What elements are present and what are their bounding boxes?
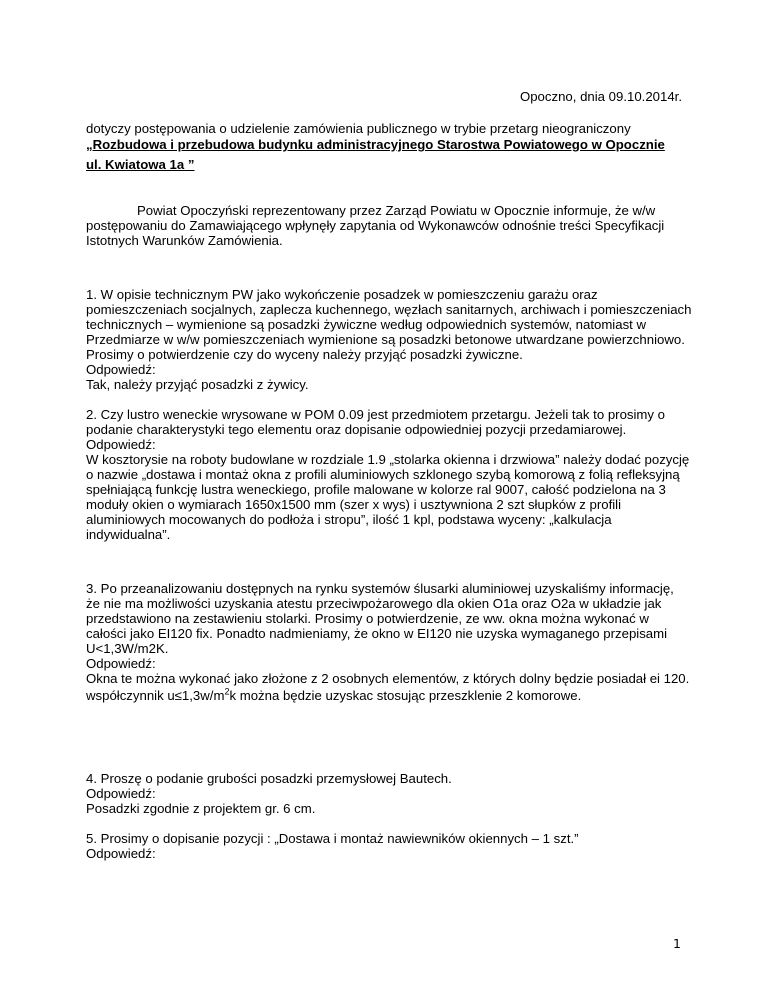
question-3-line: że nie ma możliwości uzyskania atestu przeciwpożarowego dla okien O1a oraz O2a w układzie jak (86, 596, 662, 611)
answer-label: Odpowiedź: (86, 846, 156, 861)
question-3-line: przedstawiono na zestawieniu stolarki. Prosimy o potwierdzenie, ze ww. okna można wykonać w (86, 611, 649, 626)
superscript: 2 (224, 686, 230, 697)
answer-label: Odpowiedź: (86, 786, 156, 801)
answer-2-line: W kosztorysie na roboty budowlane w rozdziale 1.9 „stolarka okienna i drzwiowa” należy dodać pozycję (86, 452, 690, 467)
answer-label: Odpowiedź: (86, 656, 156, 671)
answer-2-line: moduły okien o wymiarach 1650x1500 mm (szer x wys) i usztywniona 2 szt słupków z profili (86, 497, 622, 512)
tender-title-line-2: ul. Kwiatowa 1a ” (86, 157, 195, 172)
question-1-line: pomieszczeniach socjalnych, zaplecza kuchennego, węzłach sanitarnych, archiwach i pomieszczeniach (86, 302, 692, 317)
question-1-line: Prosimy o potwierdzenie czy do wyceny należy przyjąć posadzki żywiczne. (86, 347, 523, 362)
document-date: Opoczno, dnia 09.10.2014r. (519, 89, 682, 104)
answer-2-line: aluminiowych mocowanych do podłoża i stropu”, ilość 1 kpl, podstawa wyceny: „kalkulacja (86, 512, 612, 527)
answer-3-text: k można będzie uzyskac stosując przeszklenie 2 komorowe. (229, 688, 582, 703)
question-3-line: całości jako EI120 fix. Ponadto nadmieniamy, że okno w EI120 nie uzyska wymaganego przepisami (86, 626, 668, 641)
answer-3-line (86, 688, 698, 703)
question-3-line: U<1,3W/m2K. (86, 641, 169, 656)
preamble-line: postępowaniu do Zamawiającego wpłynęły zapytania od Wykonawców odnośnie treści Specyfikacji (86, 218, 665, 233)
answer-1-text: Tak, należy przyjąć posadzki z żywicy. (86, 377, 309, 392)
question-4-line: 4. Proszę o podanie grubości posadzki przemysłowej Bautech. (86, 771, 452, 786)
answer-3-line: Okna te można wykonać jako złożone z 2 osobnych elementów, z których dolny będzie posiadał ei 120. (86, 671, 690, 686)
question-2-line: 2. Czy lustro weneckie wrysowane w POM 0.09 jest przedmiotem przetargu. Jeżeli tak to prosimy o (86, 407, 666, 422)
preamble-line: Powiat Opoczyński reprezentowany przez Zarząd Powiatu w Opocznie informuje, że w/w (137, 203, 656, 218)
answer-2-line: o nazwie „dostawa i montaż okna z profili aluminiowych szklonego szybą komorową z folią refleksyjną (86, 467, 680, 482)
tender-title-line-1: „Rozbudowa i przebudowa budynku administracyjnego Starostwa Powiatowego w Opocznie (86, 137, 665, 152)
page-number: 1 (673, 936, 681, 951)
question-2-line: podanie charakterystyki tego elementu oraz dopisanie odpowiedniej pozycji przedamiarowej. (86, 422, 627, 437)
answer-2-line: indywidualna”. (86, 527, 171, 542)
answer-label: Odpowiedź: (86, 437, 156, 452)
question-5-line: 5. Prosimy o dopisanie pozycji : „Dostawa i montaż nawiewników okiennych – 1 szt.” (86, 831, 579, 846)
answer-label: Odpowiedź: (86, 362, 156, 377)
question-1-line: technicznych – wymienione są posadzki żywiczne według odpowiednich systemów, natomiast w (86, 317, 647, 332)
answer-2-line: spełniającą funkcję lustra weneckiego, profile malowane w kolorze ral 9007, całość podzielona na 3 (86, 482, 666, 497)
answer-4-text: Posadzki zgodnie z projektem gr. 6 cm. (86, 801, 316, 816)
intro-line: dotyczy postępowania o udzielenie zamówienia publicznego w trybie przetarg nieograniczony (86, 121, 631, 136)
answer-3-text: współczynnik u≤1,3w/m (86, 688, 225, 703)
question-1-line: Przedmiarze w w/w pomieszczeniach wymienione są posadzki betonowe utwardzane powierzchniowo. (86, 332, 685, 347)
question-3-line: 3. Po przeanalizowaniu dostępnych na rynku systemów ślusarki aluminiowej uzyskaliśmy informację, (86, 581, 674, 596)
preamble-line: Istotnych Warunków Zamówienia. (86, 233, 283, 248)
question-1-line: 1. W opisie technicznym PW jako wykończenie posadzek w pomieszczeniu garażu oraz (86, 287, 598, 302)
